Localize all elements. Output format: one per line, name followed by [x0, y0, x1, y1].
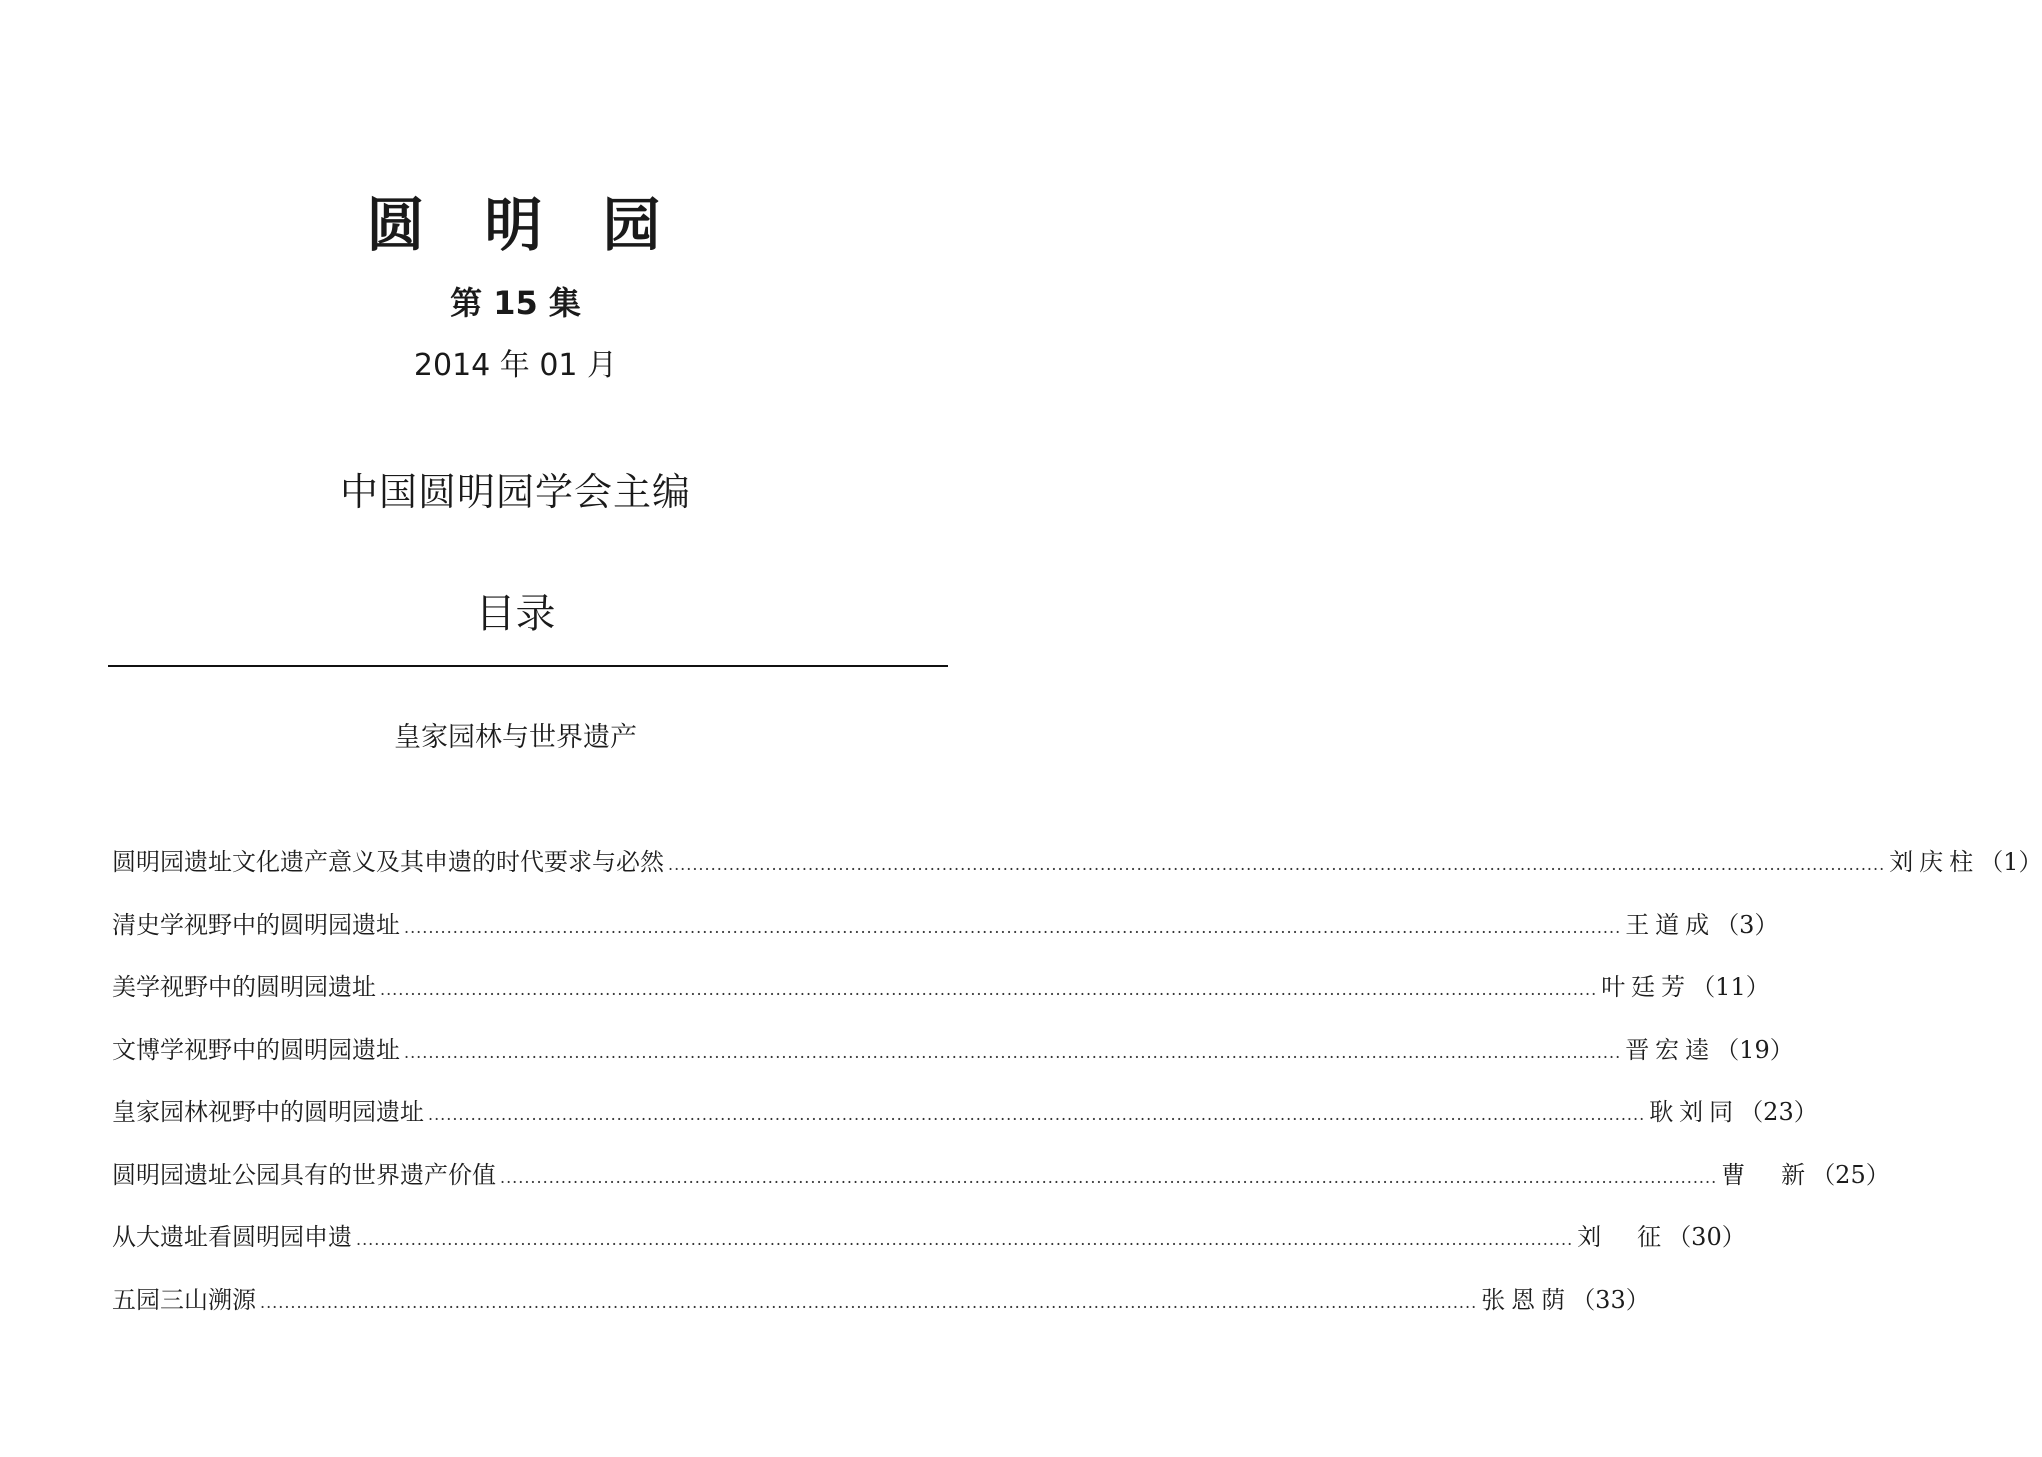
toc-article-title: 美学视野中的圆明园遗址 — [112, 973, 376, 1001]
contents-heading: 目录 — [475, 591, 556, 637]
toc-page-number: （25） — [1811, 1160, 1890, 1189]
toc-page-number: （3） — [1715, 910, 1779, 939]
toc-article-title: 圆明园遗址公园具有的世界遗产价值 — [112, 1160, 496, 1189]
toc-author: 叶廷芳 — [1601, 973, 1686, 1001]
toc-leader-dots: ........................................................................................................................................................................................................ — [428, 1105, 1646, 1124]
toc-entry — [112, 1155, 1890, 1218]
table-of-contents — [112, 842, 2042, 1342]
toc-article-title: 从大遗址看圆明园申遗 — [112, 1223, 352, 1251]
toc-page-number: （1） — [1979, 848, 2042, 876]
toc-entry — [112, 1217, 1746, 1280]
toc-entry — [112, 1030, 1794, 1093]
toc-article-title: 皇家园林视野中的圆明园遗址 — [112, 1098, 424, 1126]
toc-leader-dots: ........................................................................................................................................................................................................ — [380, 980, 1598, 999]
toc-leader-dots: ........................................................................................................................................................................................................ — [500, 1167, 1718, 1187]
toc-article-title: 五园三山溯源 — [112, 1285, 256, 1314]
toc-author: 刘庆柱 — [1889, 848, 1974, 876]
issue-date: 2014 年 01 月 — [413, 348, 618, 383]
toc-entry — [112, 905, 1779, 968]
toc-article-title: 文博学视野中的圆明园遗址 — [112, 1035, 400, 1064]
toc-entry — [112, 967, 1770, 1030]
toc-leader-dots: ........................................................................................................................................................................................................ — [668, 855, 1886, 874]
divider — [108, 665, 948, 667]
toc-author: 刘征 — [1577, 1223, 1662, 1251]
editor-line: 中国圆明园学会主编 — [339, 470, 691, 514]
toc-leader-dots: ........................................................................................................................................................................................................ — [404, 1042, 1622, 1062]
toc-leader-dots: ........................................................................................................................................................................................................ — [260, 1292, 1478, 1312]
toc-article-title: 圆明园遗址文化遗产意义及其申遗的时代要求与必然 — [112, 848, 664, 876]
toc-page-number: （11） — [1691, 973, 1770, 1001]
journal-title: 圆明园 — [366, 191, 721, 259]
toc-entry — [112, 842, 2042, 905]
toc-page-number: （19） — [1715, 1035, 1794, 1064]
toc-author: 曹新 — [1721, 1160, 1806, 1189]
toc-leader-dots: ........................................................................................................................................................................................................ — [404, 917, 1622, 937]
toc-author: 张恩荫 — [1481, 1285, 1566, 1314]
toc-author: 耿刘同 — [1649, 1098, 1734, 1126]
toc-leader-dots: ........................................................................................................................................................................................................ — [356, 1230, 1574, 1249]
toc-entry — [112, 1280, 1650, 1343]
toc-page-number: （23） — [1739, 1098, 1818, 1126]
toc-entry — [112, 1092, 1818, 1155]
toc-article-title: 清史学视野中的圆明园遗址 — [112, 910, 400, 939]
issue-number: 第 15 集 — [450, 284, 581, 322]
toc-page-number: （33） — [1571, 1285, 1650, 1314]
section-heading: 皇家园林与世界遗产 — [394, 722, 637, 753]
toc-author: 晋宏逵 — [1625, 1035, 1710, 1064]
toc-page-number: （30） — [1667, 1223, 1746, 1251]
toc-author: 王道成 — [1625, 910, 1710, 939]
